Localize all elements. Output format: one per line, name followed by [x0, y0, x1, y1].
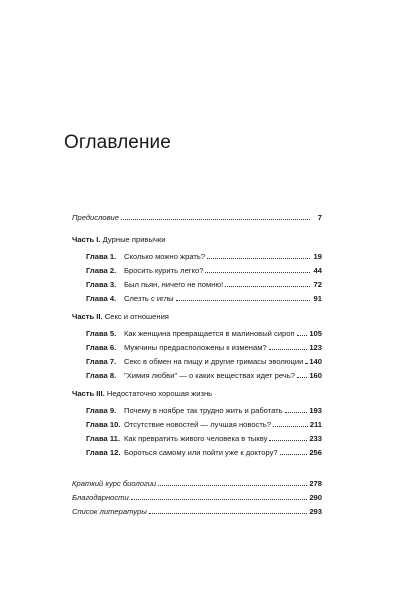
- leader-dots: [176, 299, 310, 301]
- part-number: Часть II.: [72, 312, 103, 321]
- leader-dots: [280, 453, 308, 455]
- toc-entry-chapter[interactable]: [72, 433, 322, 444]
- leader-dots: [273, 425, 308, 427]
- toc-entry-chapter[interactable]: [72, 447, 322, 458]
- chapter-number: Глава 10.: [86, 420, 121, 429]
- entry-page: 7: [317, 213, 322, 222]
- leader-dots: [305, 362, 307, 364]
- entry-page: 211: [309, 420, 322, 429]
- entry-title: Был пьян, ничего не помню!: [124, 280, 224, 289]
- toc-entry-chapter[interactable]: [72, 370, 322, 381]
- chapter-number: Глава 4.: [86, 294, 117, 303]
- leader-dots: [207, 257, 310, 259]
- toc-entry-chapter[interactable]: [72, 342, 322, 353]
- chapter-number: Глава 9.: [86, 406, 117, 415]
- chapter-number: Глава 2.: [86, 266, 117, 275]
- entry-title: Слезть с иглы: [124, 294, 174, 303]
- chapter-number: Глава 11.: [86, 434, 121, 443]
- entry-title: Краткий курс биологии: [72, 479, 157, 488]
- entry-title: Секс в обмен на пищу и другие гримасы эволюции: [124, 357, 304, 366]
- toc-entry-chapter[interactable]: [72, 293, 322, 304]
- chapter-number: Глава 7.: [86, 357, 117, 366]
- leader-dots: [297, 376, 307, 378]
- toc-entry-preface[interactable]: [72, 212, 322, 223]
- entry-page: 123: [309, 343, 322, 352]
- entry-page: 193: [309, 406, 322, 415]
- entry-page: 290: [309, 493, 322, 502]
- part-number: Часть III.: [72, 389, 105, 398]
- chapter-number: Глава 3.: [86, 280, 117, 289]
- entry-title: Почему в ноябре так трудно жить и работать: [124, 406, 283, 415]
- toc-entry-chapter[interactable]: [72, 419, 322, 430]
- leader-dots: [269, 439, 307, 441]
- leader-dots: [285, 411, 308, 413]
- leader-dots: [297, 334, 308, 336]
- entry-title: Предисловие: [72, 213, 119, 222]
- entry-page: 278: [309, 479, 322, 488]
- entry-title: Как женщина превращается в малиновый сироп: [124, 329, 295, 338]
- entry-title: Сколько можно жрать?: [124, 252, 206, 261]
- entry-title: Бороться самому или пойти уже к доктору?: [124, 448, 278, 457]
- entry-title: Благодарности: [72, 493, 129, 502]
- toc-entry-chapter[interactable]: [72, 356, 322, 367]
- entry-page: 19: [313, 252, 322, 261]
- leader-dots: [121, 218, 310, 220]
- part-number: Часть I.: [72, 235, 101, 244]
- entry-page: 233: [309, 434, 322, 443]
- entry-title: Отсутствие новостей — лучшая новость?: [124, 420, 271, 429]
- entry-page: 140: [309, 357, 322, 366]
- chapter-number: Глава 5.: [86, 329, 117, 338]
- leader-dots: [205, 271, 310, 273]
- leader-dots: [225, 285, 310, 287]
- entry-title: Список литературы: [72, 507, 147, 516]
- part-name: Недостаточно хорошая жизнь: [106, 389, 213, 398]
- part-heading: [72, 388, 322, 399]
- entry-page: 72: [313, 280, 322, 289]
- chapter-number: Глава 12.: [86, 448, 121, 457]
- leader-dots: [158, 484, 307, 486]
- leader-dots: [149, 512, 307, 514]
- leader-dots: [131, 498, 308, 500]
- entry-title: Бросить курить легко?: [124, 266, 204, 275]
- toc-entry-chapter[interactable]: [72, 279, 322, 290]
- toc-entry-chapter[interactable]: [72, 405, 322, 416]
- chapter-number: Глава 1.: [86, 252, 117, 261]
- chapter-number: Глава 8.: [86, 371, 117, 380]
- leader-dots: [269, 348, 308, 350]
- toc-entry-chapter[interactable]: [72, 265, 322, 276]
- toc-entry-backmatter[interactable]: [72, 478, 322, 489]
- page-title: Оглавление: [64, 132, 171, 153]
- entry-page: 256: [309, 448, 322, 457]
- part-name: Секс и отношения: [104, 312, 169, 321]
- toc-entry-backmatter[interactable]: [72, 492, 322, 503]
- part-name: Дурные привычки: [102, 235, 166, 244]
- chapter-number: Глава 6.: [86, 343, 117, 352]
- entry-page: 91: [313, 294, 322, 303]
- entry-page: 44: [313, 266, 322, 275]
- toc-entry-chapter[interactable]: [72, 251, 322, 262]
- part-heading: [72, 234, 322, 245]
- entry-page: 293: [309, 507, 322, 516]
- entry-title: Мужчины предрасположены к изменам?: [124, 343, 267, 352]
- toc-entry-chapter[interactable]: [72, 328, 322, 339]
- part-heading: [72, 311, 322, 322]
- entry-page: 160: [309, 371, 322, 380]
- entry-title: Как превратить живого человека в тыкву: [124, 434, 268, 443]
- toc-entry-backmatter[interactable]: [72, 506, 322, 517]
- entry-page: 105: [309, 329, 322, 338]
- entry-title: "Химия любви" — о каких веществах идет речь?: [124, 371, 295, 380]
